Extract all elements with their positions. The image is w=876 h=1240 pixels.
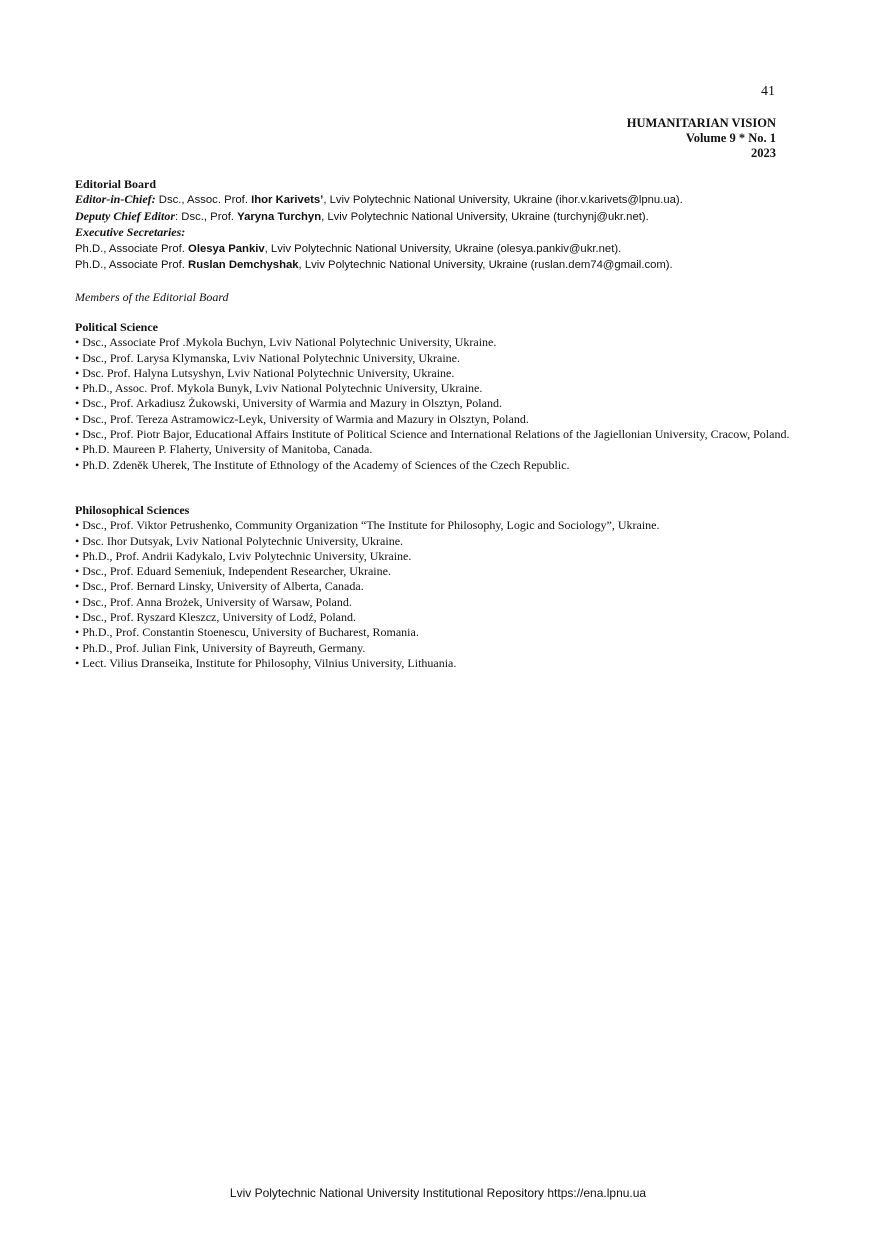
deputy-editor-affiliation: , Lviv Polytechnic National University, Ukraine (turchynj@ukr.net). [321,210,649,223]
editorial-board [75,177,795,273]
editor-in-chief-name: Ihor Karivets’ [251,194,324,207]
editor-in-chief [75,192,795,208]
secretary-name: Ruslan Demchyshak [188,259,299,272]
journal-year: 2023 [751,146,776,160]
list-item: • Dsc., Prof. Arkadiusz Żukowski, University of Warmia and Mazury in Olsztyn, Poland. [75,396,795,411]
list-item: • Dsc., Associate Prof .Mykola Buchyn, Lviv National Polytechnic University, Ukraine. [75,335,795,350]
secretary-affiliation: , Lviv Polytechnic National University, Ukraine (olesya.pankiv@ukr.net). [264,242,622,255]
list-item: • Dsc., Prof. Ryszard Kleszcz, University of Lodź, Poland. [75,610,795,625]
list-item: • Dsc., Prof. Eduard Semeniuk, Independent Researcher, Ukraine. [75,564,795,579]
secretary-title: Ph.D., Associate Prof. [75,242,189,255]
executive-secretaries-label: Executive Secretaries: [75,225,186,240]
editor-in-chief-title: Dsc., Assoc. Prof. [155,194,252,207]
members-heading: Members of the Editorial Board [75,290,229,304]
journal-header [627,116,776,161]
list-item: • Dsc. Ihor Dutsyak, Lviv National Polytechnic University, Ukraine. [75,534,795,549]
list-item: • Dsc., Prof. Piotr Bajor, Educational Affairs Institute of Political Science and International Relations of the Jagiellonian University, Cracow, Poland. [75,427,795,442]
list-item: • Dsc., Prof. Larysa Klymanska, Lviv National Polytechnic University, Ukraine. [75,351,795,366]
list-item: • Dsc., Prof. Bernard Linsky, University of Alberta, Canada. [75,579,795,594]
section-political-science [75,320,795,473]
section-heading: Philosophical Sciences [75,503,190,517]
list-item: • Dsc., Prof. Tereza Astramowicz-Leyk, University of Warmia and Mazury in Olsztyn, Poland. [75,412,795,427]
section-heading: Political Science [75,320,158,334]
secretary-affiliation: , Lviv Polytechnic National University, Ukraine (ruslan.dem74@gmail.com). [298,259,673,272]
journal-title: HUMANITARIAN VISION [626,116,776,130]
editorial-board-heading: Editorial Board [75,177,157,191]
deputy-chief-editor [75,209,795,225]
list-item: • Ph.D., Prof. Julian Fink, University of Bayreuth, Germany. [75,641,795,656]
list-item: • Ph.D., Assoc. Prof. Mykola Bunyk, Lviv National Polytechnic University, Ukraine. [75,381,795,396]
list-item: • Dsc., Prof. Viktor Petrushenko, Community Organization “The Institute for Philosophy, Logic and Sociology”, Ukraine. [75,518,795,533]
list-item: • Ph.D. Maureen P. Flaherty, University of Manitoba, Canada. [75,442,795,457]
list-item: • Ph.D. Zdeněk Uherek, The Institute of Ethnology of the Academy of Sciences of the Czech Republic. [75,458,795,473]
deputy-editor-role: Deputy Chief Editor [75,208,176,223]
secretary-name: Olesya Pankiv [188,242,265,255]
deputy-editor-title: : Dsc., Prof. [175,210,238,223]
list-item: • Dsc., Prof. Anna Brożek, University of Warsaw, Poland. [75,595,795,610]
executive-secretary [75,257,795,273]
member-list [75,335,795,473]
secretary-title: Ph.D., Associate Prof. [75,259,189,272]
list-item: • Lect. Vilius Dranseika, Institute for Philosophy, Vilnius University, Lithuania. [75,656,795,671]
editor-in-chief-affiliation: , Lviv Polytechnic National University, Ukraine (ihor.v.karivets@lpnu.ua). [323,194,683,207]
page-number: 41 [761,84,775,99]
repository-footer: Lviv Polytechnic National University Institutional Repository https://ena.lpnu.ua [229,1186,647,1200]
executive-secretary [75,241,795,257]
section-philosophical-sciences [75,503,795,671]
list-item: • Ph.D., Prof. Constantin Stoenescu, University of Bucharest, Romania. [75,625,795,640]
deputy-editor-name: Yaryna Turchyn [237,210,322,223]
member-list [75,518,795,671]
list-item: • Dsc. Prof. Halyna Lutsyshyn, Lviv National Polytechnic University, Ukraine. [75,366,795,381]
list-item: • Ph.D., Prof. Andrii Kadykalo, Lviv Polytechnic University, Ukraine. [75,549,795,564]
editor-in-chief-role: Editor-in-Chief: [75,192,156,207]
journal-volume: Volume 9 * No. 1 [685,131,776,145]
